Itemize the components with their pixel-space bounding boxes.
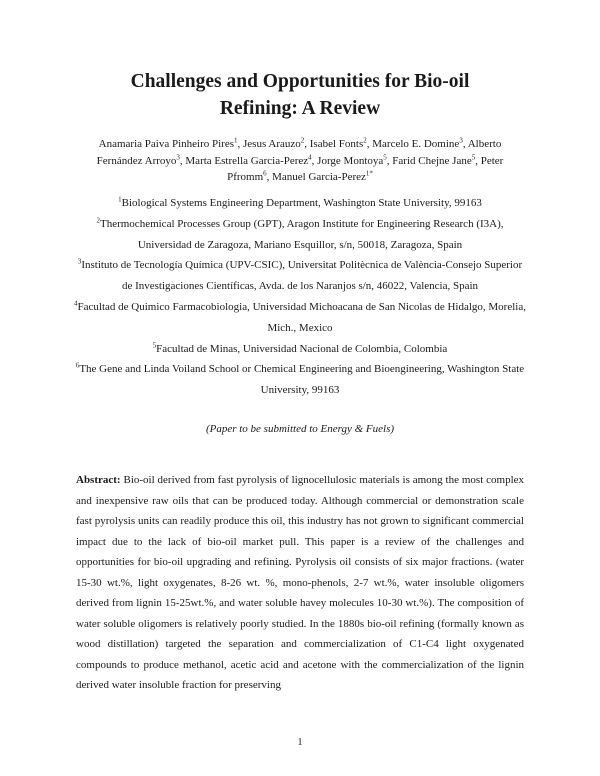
author-separator: , (366, 138, 373, 150)
abstract-text: Bio-oil derived from fast pyrolysis of lignocellulosic materials is among the most complex and inexpensive raw oils that can be produced today. Although commercial or demonstration scale fast pyrolysis units can readily produce this oil, this industry has not grown to significant commercial impact due to the lack of bio-oil market pull. This paper is a review of the challenges and opportunities for bio-oil upgrading and refining. Pyrolysis oil consists of six major fractions. (water 15-30 wt.%, light oxygenates, 8-26 wt. %, mono-phenols, 2-7 wt.%, water insoluble oligomers derived from lignin 15-25wt.%, and water soluble havey molecules 10-30 wt.%). The composition of water soluble oligomers is relatively poorly studied. In the 1880s bio-oil refining (formally known as wood distillation) targeted the separation and commercialization of C1-C4 light oxygenated compounds to produce methanol, acetic acid and acetone with the commercialization of the lignin derived water insoluble fraction for preserving (76, 474, 525, 691)
author-list (78, 136, 522, 186)
author-affiliation-marker: 4 (308, 152, 312, 161)
affiliation-list (72, 193, 528, 401)
affiliation-marker: 3 (77, 257, 82, 266)
author-affiliation-marker: 5 (383, 152, 387, 161)
author-separator: , (237, 138, 244, 150)
affiliation (72, 339, 528, 360)
affiliation-marker: 1 (118, 195, 122, 204)
author-separator: , (462, 138, 468, 150)
affiliation (72, 297, 528, 339)
affiliation-text: Thermochemical Processes Group (GPT), Aragon Institute for Engineering Research (I3A), Universidad de Zaragoza, Mariano Esquillor, s/n, 50018, Zaragoza, Spain (99, 217, 504, 251)
affiliation-text: Facultad de Quimico Farmacobiologia, Universidad Michoacana de San Nicolas de Hidalgo, Morelia, Mich., Mexico (77, 300, 526, 334)
author-name: Peter Pfromm (227, 154, 504, 183)
page-number: 1 (297, 737, 303, 748)
author-name: Marta Estrella Garcia-Perez (185, 154, 309, 167)
author-name: Jorge Montoya (317, 154, 384, 167)
submission-note: (Paper to be submitted to Energy & Fuels) (205, 423, 395, 435)
affiliation (72, 359, 528, 401)
author-affiliation-marker: 1 (234, 136, 238, 145)
author-name: Marcelo E. Domine (372, 138, 460, 150)
author-name: Jesus Arauzo (243, 138, 301, 150)
author-affiliation-marker: 3 (459, 136, 463, 145)
author-name: Isabel Fonts (309, 138, 364, 150)
paper-title (60, 68, 540, 122)
author-name: Anamaria Paiva Pinheiro Pires (98, 138, 235, 150)
affiliation (72, 255, 528, 297)
author-separator: , (311, 154, 318, 167)
author-separator: , (386, 154, 393, 167)
author-separator: , (266, 171, 273, 183)
affiliation-text: Facultad de Minas, Universidad Nacional de Colombia, Colombia (156, 342, 448, 355)
abstract (76, 470, 524, 696)
affiliation-text: Instituto de Tecnología Química (UPV-CSIC), Universitat Politècnica de València-Consejo Superior de Investigaciones Científicas, Avda. de los Naranjos s/n, 46022, Valencia, Spain (81, 259, 523, 293)
affiliation-marker: 4 (74, 299, 78, 308)
author-name: Farid Chejne Jane (392, 154, 472, 167)
affiliation (72, 214, 528, 256)
affiliation-marker: 6 (75, 361, 80, 370)
abstract-label: Abstract: (76, 474, 121, 486)
author-affiliation-marker: 2 (363, 136, 367, 145)
author-separator: , (475, 154, 481, 167)
author-name: Alberto Fernández Arroyo (96, 138, 502, 167)
affiliation-marker: 2 (96, 216, 100, 225)
author-affiliation-marker: 6 (263, 169, 267, 178)
author-separator: , (304, 138, 310, 150)
affiliation-text: The Gene and Linda Voiland School or Chemical Engineering and Bioengineering, Washington State University, 99163 (79, 363, 525, 397)
author-affiliation-marker: 3 (176, 152, 180, 161)
title-line-1: Challenges and Opportunities for Bio-oil (130, 71, 470, 92)
author-separator: , (179, 154, 186, 167)
author-affiliation-marker: 2 (300, 136, 305, 145)
author-affiliation-marker: 1* (365, 169, 373, 178)
affiliation-marker: 5 (152, 340, 157, 349)
author-affiliation-marker: 5 (471, 152, 476, 161)
affiliation (72, 193, 528, 214)
title-line-2: Refining: A Review (219, 98, 381, 119)
affiliation-text: Biological Systems Engineering Department, Washington State University, 99163 (121, 197, 482, 209)
author-name: Manuel Garcia-Perez (272, 171, 366, 183)
